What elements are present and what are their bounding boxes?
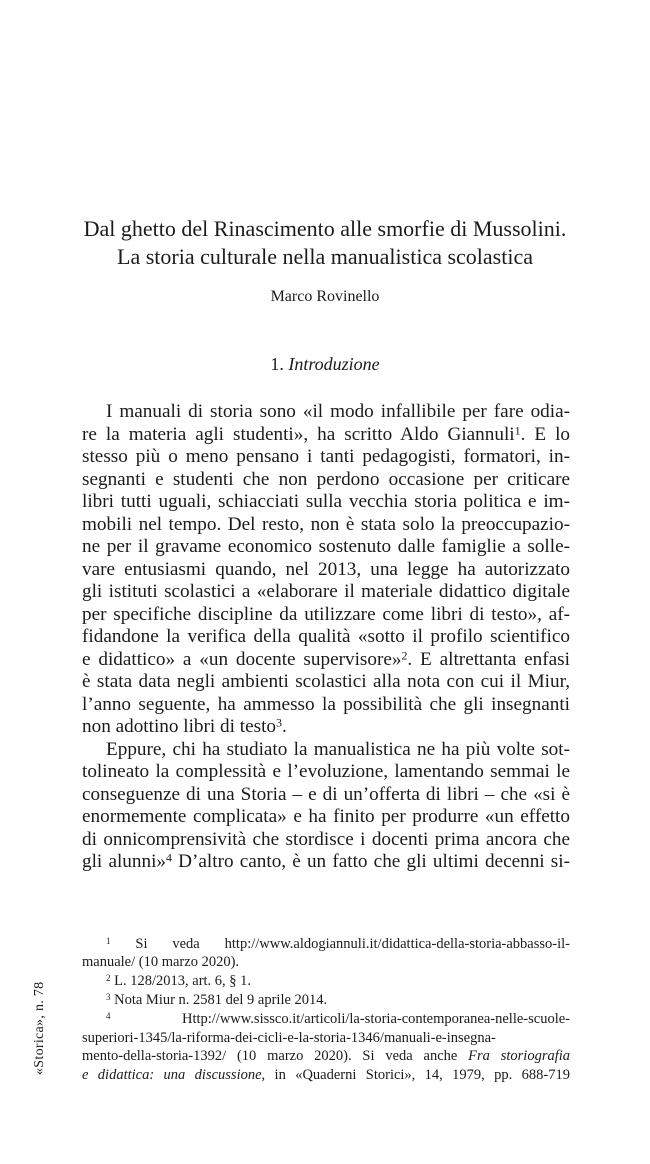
author-name: Marco Rovinello [270, 288, 380, 305]
body-line: enormemente complicata» e ha finito per produrre «un effetto [82, 806, 570, 827]
footnote-ref: 1 [514, 423, 521, 438]
body-line: Eppure, chi ha studiato la manualistica ne ha più volte sot- [106, 738, 570, 760]
footnote-3: $^3$ Nota Miur n. 2581 del 9 aprile 2014. [106, 991, 328, 1008]
footnote-2: $^2$ L. 128/2013, art. 6, § 1. [106, 972, 252, 989]
body-line: libri tutti uguali, schiacciati sulla vecchia storia politica e im- [82, 491, 570, 512]
footnote-ref: 2 [401, 648, 408, 663]
section-title: Introduzione [288, 354, 380, 374]
body-line: stesso più o meno pensano i tanti pedagogisti, formatori, in- [82, 446, 570, 467]
body-line: vare entusiasmi quando, nel 2013, una legge ha autorizzato [82, 558, 570, 580]
footnote-ref: 3 [276, 715, 282, 730]
body-line: tolineato la complessità e l’evoluzione, lamentando semmai le [82, 761, 570, 782]
section-heading [0, 354, 650, 375]
journal-running-head: «Storica», n. 78 [32, 981, 47, 1075]
footnote-number: 4 [106, 1010, 111, 1021]
body-line: gli alunni»$^4$ D’altro canto, è un fatto che gli ultimi decenni si- [82, 850, 570, 872]
footnote-number: 2 [106, 972, 111, 983]
body-line: è stata data negli ambienti scolastici alla nota con cui il Miur, [82, 671, 570, 692]
article-title-line-2: La storia culturale nella manualistica scolastica [117, 244, 533, 269]
body-line: segnanti e studenti che non perdono occasione per criticare [82, 468, 570, 490]
footnote-ref: 4 [166, 850, 172, 865]
body-line: re la materia agli studenti», ha scritto Aldo Giannuli$^1$. E lo [82, 423, 570, 445]
body-line: mobili nel tempo. Del resto, non è stata solo la preoccupazio- [82, 513, 570, 535]
footnote-4-continuation: mento-della-storia-1392/ (10 marzo 2020). Si veda anche Fra storiografia [82, 1048, 571, 1064]
section-number: 1. [270, 354, 284, 374]
footnote-1-continuation: manuale/ (10 marzo 2020). [82, 954, 240, 970]
footnote-number: 1 [106, 935, 111, 946]
footnote-4-continuation: e didattica: una discussione, in «Quaderni Storici», 14, 1979, pp. 688-719 [82, 1067, 570, 1083]
body-line: I manuali di storia sono «il modo infallibile per fare odia- [106, 401, 570, 422]
body-line: fidandone la verifica della qualità «sotto il profilo scientifico [82, 626, 570, 647]
body-line: gli istituti scolastici a «elaborare il materiale didattico digitale [82, 581, 570, 602]
footnote-4: $^4$ Http://www.sissco.it/articoli/la-storia-contemporanea-nelle-scuole- [106, 1010, 570, 1027]
body-line: ne per il gravame economico sostenuto dalle famiglie a solle- [82, 536, 570, 557]
footnote-1: $^1$ Si veda http://www.aldogiannuli.it/didattica-della-storia-abbasso-il- [106, 935, 570, 952]
footnote-4-continuation: superiori-1345/la-riforma-dei-cicli-e-la-storia-1346/manuali-e-insegna- [82, 1030, 496, 1046]
body-line: conseguenze di una Storia – e di un’offerta di libri – che «si è [82, 783, 570, 805]
body-line: per specifiche discipline da utilizzare come libri di testo», af- [82, 603, 570, 625]
article-title-line-1: Dal ghetto del Rinascimento alle smorfie di Mussolini. [83, 216, 567, 241]
body-line: l’anno seguente, ha ammesso la possibilità che gli insegnanti [82, 693, 570, 715]
footnote-number: 3 [106, 991, 111, 1002]
body-line: non adottino libri di testo$^3$. [82, 715, 287, 737]
body-line: di onnicomprensività che stordisce i docenti prima ancora che [82, 828, 570, 850]
body-line: e didattico» a «un docente supervisore»$^2$. E altrettanta enfasi [82, 648, 570, 670]
